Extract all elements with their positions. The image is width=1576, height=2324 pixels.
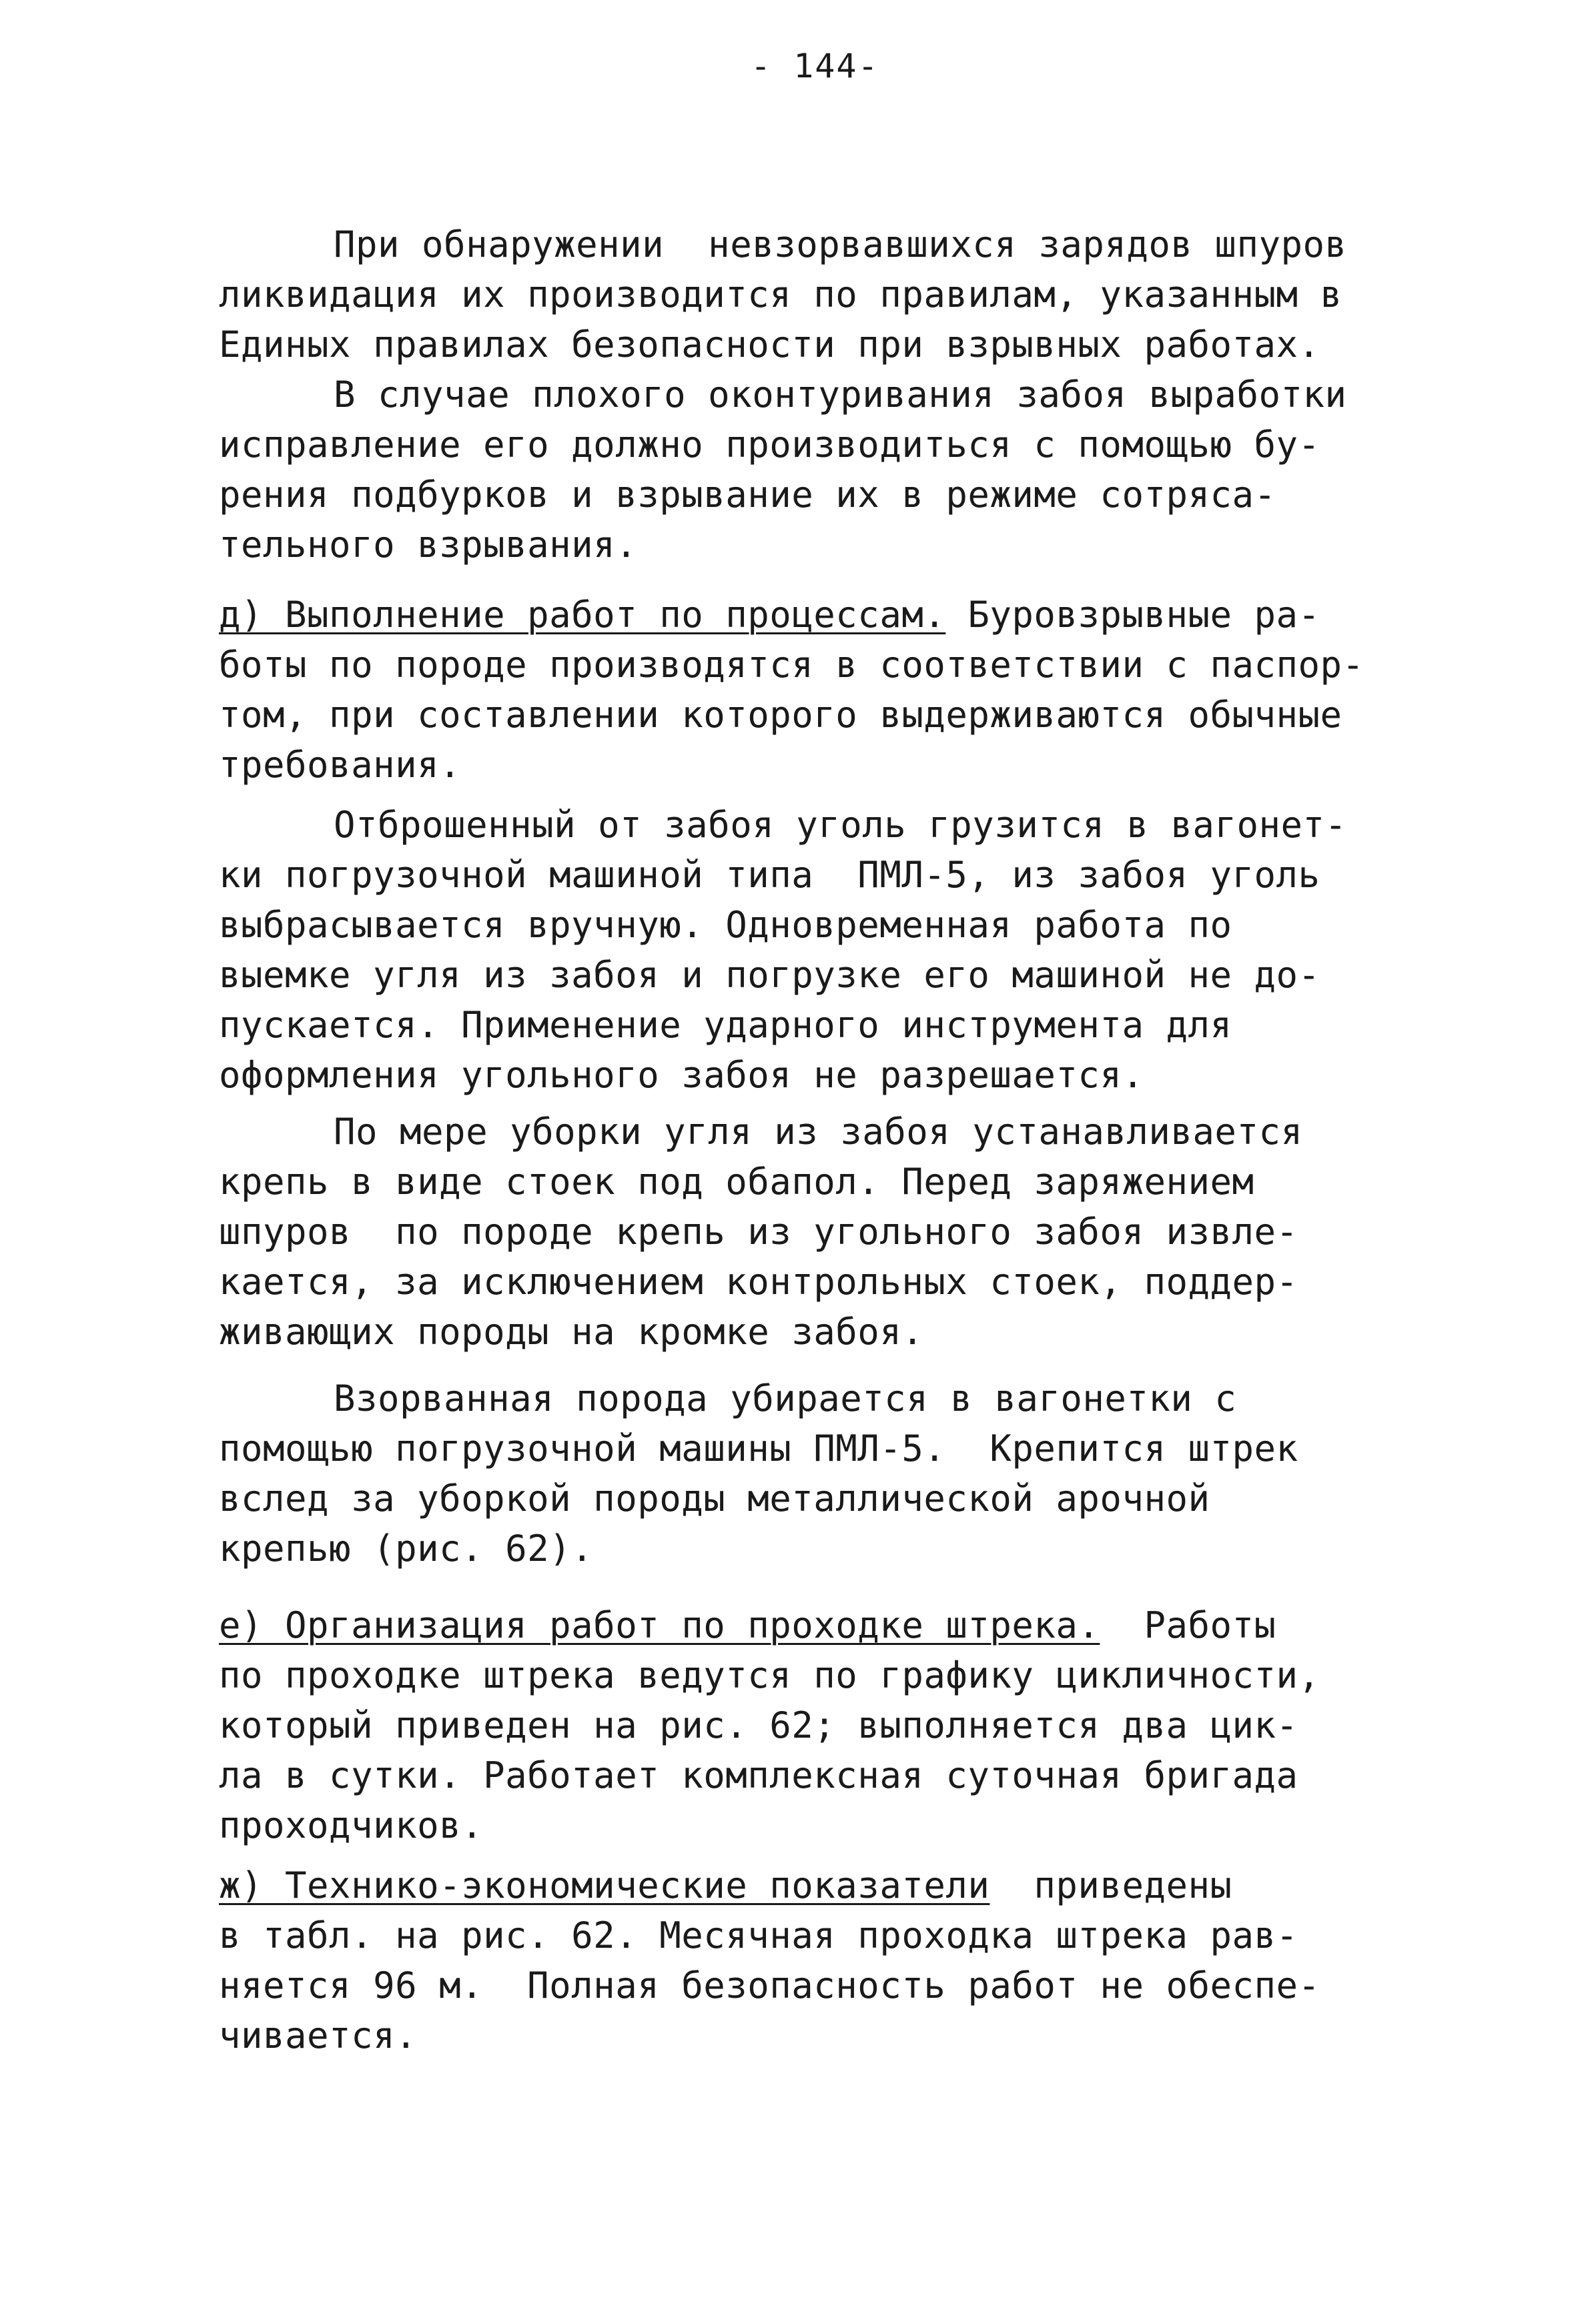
section-zh-heading: ж) Технико-экономические показатели <box>219 1864 990 1906</box>
text-line: оформления угольного забоя не разрешается. <box>219 1054 1144 1096</box>
page-number: - 144- <box>751 47 879 85</box>
text-line: исправление его должно производиться с помощью бу- <box>219 424 1320 466</box>
section-d-first-line <box>219 590 1320 640</box>
text-line: Взорванная порода убирается в вагонетки с <box>334 1377 1237 1419</box>
text-line: в табл. на рис. 62. Месячная проходка штрека рав- <box>219 1914 1298 1956</box>
text-line: помощью погрузочной машины ПМЛ-5. Крепится штрек <box>219 1427 1298 1470</box>
text-line: вслед за уборкой породы металлической арочной <box>219 1478 1210 1520</box>
text-line: пускается. Применение ударного инструмента для <box>219 1004 1232 1046</box>
text-line: крепь в виде стоек под обапол. Перед заряжением <box>219 1161 1254 1203</box>
section-d-heading: д) Выполнение работ по процессам. <box>219 594 946 636</box>
text-line: При обнаружении невзорвавшихся зарядов шпуров <box>334 223 1347 265</box>
text-line: требования. <box>219 744 462 786</box>
text-line: ла в сутки. Работает комплексная суточная бригада <box>219 1754 1298 1796</box>
section-e-first-line <box>219 1601 1276 1650</box>
text-line: выбрасывается вручную. Одновременная работа по <box>219 904 1232 946</box>
section-zh-text: приведены <box>990 1864 1232 1906</box>
text-line: который приведен на рис. 62; выполняется два цик- <box>219 1704 1298 1746</box>
text-line: шпуров по породе крепь из угольного забоя извле- <box>219 1211 1298 1253</box>
text-line: кается, за исключением контрольных стоек, поддер- <box>219 1261 1298 1303</box>
section-d-text: Буровзрывные ра- <box>945 594 1320 636</box>
text-line: выемке угля из забоя и погрузке его машиной не до- <box>219 954 1320 996</box>
text-line: проходчиков. <box>219 1804 484 1846</box>
section-e-text: Работы <box>1100 1604 1276 1646</box>
text-line: чивается. <box>219 2014 418 2057</box>
section-zh-first-line <box>219 1861 1232 1910</box>
text-line: боты по породе производятся в соответствии с паспор- <box>219 644 1364 686</box>
text-line: тельного взрывания. <box>219 524 638 566</box>
text-line: Единых правилах безопасности при взрывных работах. <box>219 324 1320 366</box>
text-line: Отброшенный от забоя уголь грузится в вагонет- <box>334 804 1347 846</box>
text-line: В случае плохого оконтуривания забоя выработки <box>334 374 1347 416</box>
text-line: ки погрузочной машиной типа ПМЛ-5, из забоя уголь <box>219 854 1320 896</box>
text-line: няется 96 м. Полная безопасность работ не обеспе- <box>219 1964 1320 2006</box>
text-line: По мере уборки угля из забоя устанавливается <box>334 1111 1303 1153</box>
text-line: крепью (рис. 62). <box>219 1528 594 1570</box>
text-line: живающих породы на кромке забоя. <box>219 1311 924 1353</box>
text-line: по проходке штрека ведутся по графику цикличности, <box>219 1654 1320 1696</box>
section-e-heading: е) Организация работ по проходке штрека. <box>219 1604 1100 1646</box>
text-line: том, при составлении которого выдерживаются обычные <box>219 694 1342 736</box>
text-line: рения подбурков и взрывание их в режиме сотряса- <box>219 474 1276 516</box>
text-line: ликвидация их производится по правилам, указанным в <box>219 273 1342 316</box>
